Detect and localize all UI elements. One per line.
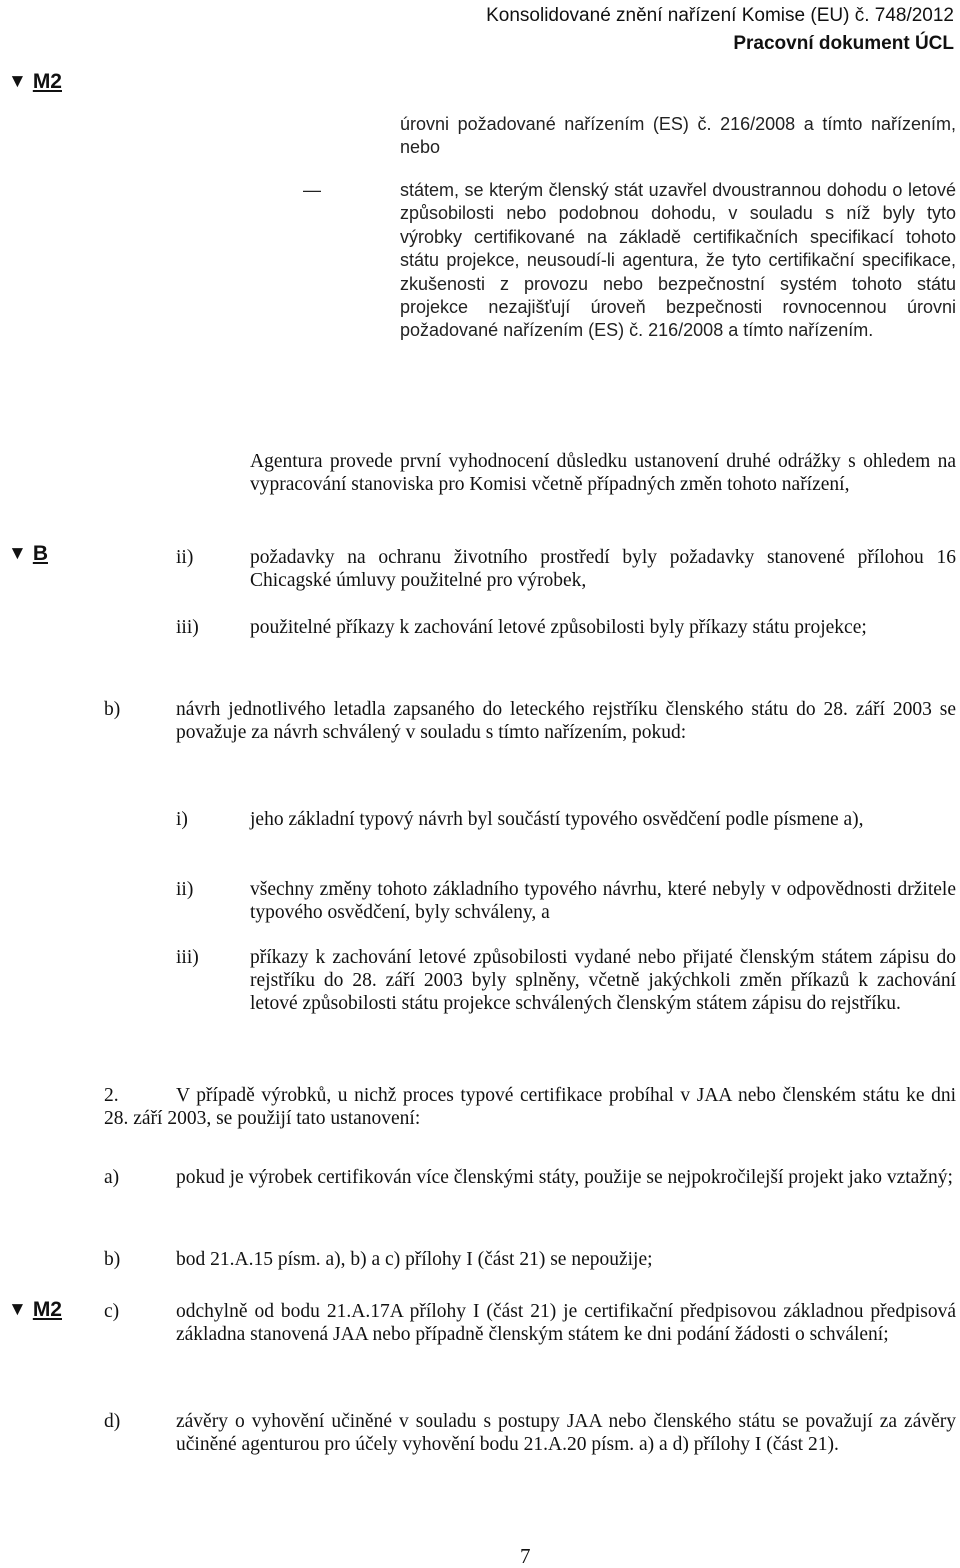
list-item-text: odchylně od bodu 21.A.17A přílohy I (část 21) je certifikační předpisovou základnou předpisová základna stanovená JAA nebo případně členským státem ke dni podání žádosti o schválení;: [176, 1301, 956, 1345]
list-item-text: pokud je výrobek certifikován více členskými státy, použije se nejpokročilejší projekt jako vztažný;: [176, 1167, 953, 1188]
list-item-text: všechny změny tohoto základního typového návrhu, které nebyly v odpovědnosti držitele typového osvědčení, byly schváleny, a: [250, 879, 956, 923]
list-item-text: jeho základní typový návrh byl součástí typového osvědčení podle písmene a),: [250, 809, 864, 830]
marker-m2-bottom: [8, 1298, 62, 1322]
list-item-num: ii): [176, 879, 194, 900]
amended-continuation: úrovni požadované nařízením (ES) č. 216/2008 a tímto nařízením, nebo: [400, 114, 956, 158]
paragraph-2: [104, 1084, 956, 1130]
list-item-num: i): [176, 809, 188, 830]
paragraph-text: V případě výrobků, u nichž proces typové certifikace probíhal v JAA nebo členském státu ke dni 28. září 2003, se použijí tato ustanovení:: [104, 1085, 956, 1129]
list-item-num: c): [104, 1301, 120, 1322]
paragraph-number: 2.: [104, 1085, 119, 1106]
triangle-down-icon: ▼: [8, 543, 27, 564]
list-item-num: ii): [176, 547, 194, 568]
b-item-text: návrh jednotlivého letadla zapsaného do leteckého rejstříku členského státu do 28. září 2003 se považuje za návrh schválený v souladu s tímto nařízením, pokud:: [176, 699, 956, 743]
header-title: Konsolidované znění nařízení Komise (EU) č. 748/2012: [486, 5, 954, 26]
marker-b: [8, 542, 48, 566]
triangle-down-icon: ▼: [8, 71, 27, 92]
header-subtitle: Pracovní dokument ÚCL: [733, 33, 954, 54]
dash-item: státem, se kterým členský stát uzavřel dvoustrannou dohodu o letové způsobilosti nebo podobnou dohodu, v souladu s níž byly tyto výrobky certifikované na základě certifikačních specifikací tohoto státu projekce, neusoudí-li agentura, že tyto certifikační specifikace, zkušenosti z provozu nebo bezpečnostní systém tohoto státu projekce nezajišťují úroveň bezpečnosti rovnocennou úrovni požadované nařízením (ES) č. 216/2008 a tímto nařízením.: [400, 180, 956, 341]
list-item-num: d): [104, 1411, 121, 1432]
header: [486, 3, 954, 59]
list-item-text: bod 21.A.15 písm. a), b) a c) přílohy I (část 21) se nepoužije;: [176, 1249, 653, 1270]
dash-bullet: —: [303, 180, 321, 200]
list-item-text: použitelné příkazy k zachování letové způsobilosti byly příkazy státu projekce;: [250, 617, 867, 638]
agentura-paragraph: Agentura provede první vyhodnocení důsledku ustanovení druhé odrážky s ohledem na vypracování stanoviska pro Komisi včetně případných změn tohoto nařízení,: [250, 451, 956, 495]
list-item-text: požadavky na ochranu životního prostředí byly požadavky stanovené přílohou 16 Chicagské úmluvy použitelné pro výrobek,: [250, 547, 956, 591]
marker-label: M2: [32, 1298, 62, 1321]
list-item-text: příkazy k zachování letové způsobilosti vydané nebo přijaté členským státem zápisu do rejstříku do 28. září 2003 byly splněny, včetně jakýchkoli změn příkazů k zachování letové způsobilosti státu projekce schválených členským státem zápisu do rejstříku.: [250, 947, 956, 1014]
list-item-num: b): [104, 1249, 121, 1270]
marker-label: M2: [32, 70, 62, 93]
list-item-num: iii): [176, 617, 199, 638]
list-item-num: iii): [176, 947, 199, 968]
triangle-down-icon: ▼: [8, 1299, 27, 1320]
b-item-num: b): [104, 699, 121, 720]
marker-label: B: [32, 542, 48, 565]
list-item-num: a): [104, 1167, 120, 1188]
page-number: 7: [520, 1544, 531, 1568]
list-item-text: závěry o vyhovění učiněné v souladu s postupy JAA nebo členského státu se považují za závěry učiněné agenturou pro účely vyhovění bodu 21.A.20 písm. a) a d) přílohy I (část 21).: [176, 1411, 956, 1455]
marker-m2-top: [8, 70, 62, 94]
